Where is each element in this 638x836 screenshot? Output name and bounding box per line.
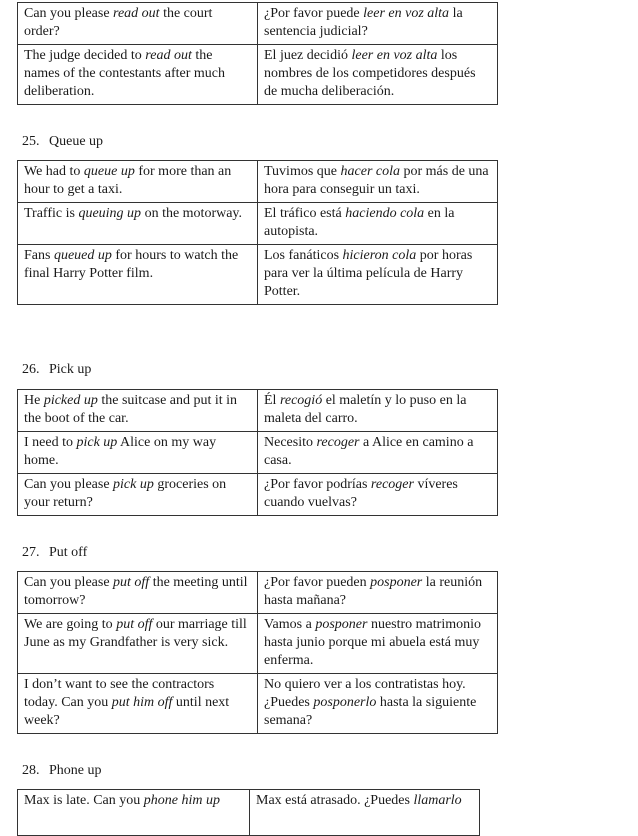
table-row <box>18 45 498 105</box>
phrasal-table-read-out <box>17 2 498 105</box>
table-row <box>18 161 498 203</box>
english-cell: Can you please read out the court order? <box>18 3 258 45</box>
section-heading: 28. Phone up <box>22 763 102 778</box>
english-cell: Traffic is queuing up on the motorway. <box>18 203 258 245</box>
spanish-cell: El juez decidió leer en voz alta los nombres de los competidores después de mucha deliberación. <box>258 45 498 105</box>
phrasal-table-pick-up <box>17 389 498 516</box>
spanish-cell: Max está atrasado. ¿Puedes llamarlo <box>250 790 480 836</box>
phrasal-table-queue-up <box>17 160 498 305</box>
spanish-cell: ¿Por favor puede leer en voz alta la sentencia judicial? <box>258 3 498 45</box>
spanish-cell: Necesito recoger a Alice en camino a casa. <box>258 432 498 474</box>
table-row <box>18 674 498 734</box>
table-row <box>18 245 498 305</box>
spanish-cell: ¿Por favor pueden posponer la reunión hasta mañana? <box>258 572 498 614</box>
table-row <box>18 432 498 474</box>
english-cell: I need to pick up Alice on my way home. <box>18 432 258 474</box>
english-cell: We are going to put off our marriage till June as my Grandfather is very sick. <box>18 614 258 674</box>
english-cell: Can you please put off the meeting until tomorrow? <box>18 572 258 614</box>
table-row <box>18 474 498 516</box>
table-row <box>18 203 498 245</box>
english-cell: We had to queue up for more than an hour to get a taxi. <box>18 161 258 203</box>
spanish-cell: ¿Por favor podrías recoger víveres cuando vuelvas? <box>258 474 498 516</box>
english-cell: Max is late. Can you phone him up <box>18 790 250 836</box>
english-cell: Can you please pick up groceries on your return? <box>18 474 258 516</box>
english-cell: I don’t want to see the contractors today. Can you put him off until next week? <box>18 674 258 734</box>
section-heading: 26. Pick up <box>22 362 92 377</box>
english-cell: He picked up the suitcase and put it in the boot of the car. <box>18 390 258 432</box>
table-row <box>18 790 480 836</box>
section-heading: 27. Put off <box>22 545 88 560</box>
english-cell: The judge decided to read out the names of the contestants after much deliberation. <box>18 45 258 105</box>
spanish-cell: Los fanáticos hicieron cola por horas para ver la última película de Harry Potter. <box>258 245 498 305</box>
table-row <box>18 614 498 674</box>
spanish-cell: Vamos a posponer nuestro matrimonio hasta junio porque mi abuela está muy enferma. <box>258 614 498 674</box>
table-row <box>18 390 498 432</box>
table-row <box>18 572 498 614</box>
english-cell: Fans queued up for hours to watch the final Harry Potter film. <box>18 245 258 305</box>
phrasal-table-put-off <box>17 571 498 734</box>
table-row <box>18 3 498 45</box>
spanish-cell: No quiero ver a los contratistas hoy. ¿Puedes posponerlo hasta la siguiente semana? <box>258 674 498 734</box>
spanish-cell: Él recogió el maletín y lo puso en la maleta del carro. <box>258 390 498 432</box>
section-heading: 25. Queue up <box>22 134 104 149</box>
phrasal-table-phone-up <box>17 789 480 836</box>
spanish-cell: El tráfico está haciendo cola en la autopista. <box>258 203 498 245</box>
spanish-cell: Tuvimos que hacer cola por más de una hora para conseguir un taxi. <box>258 161 498 203</box>
